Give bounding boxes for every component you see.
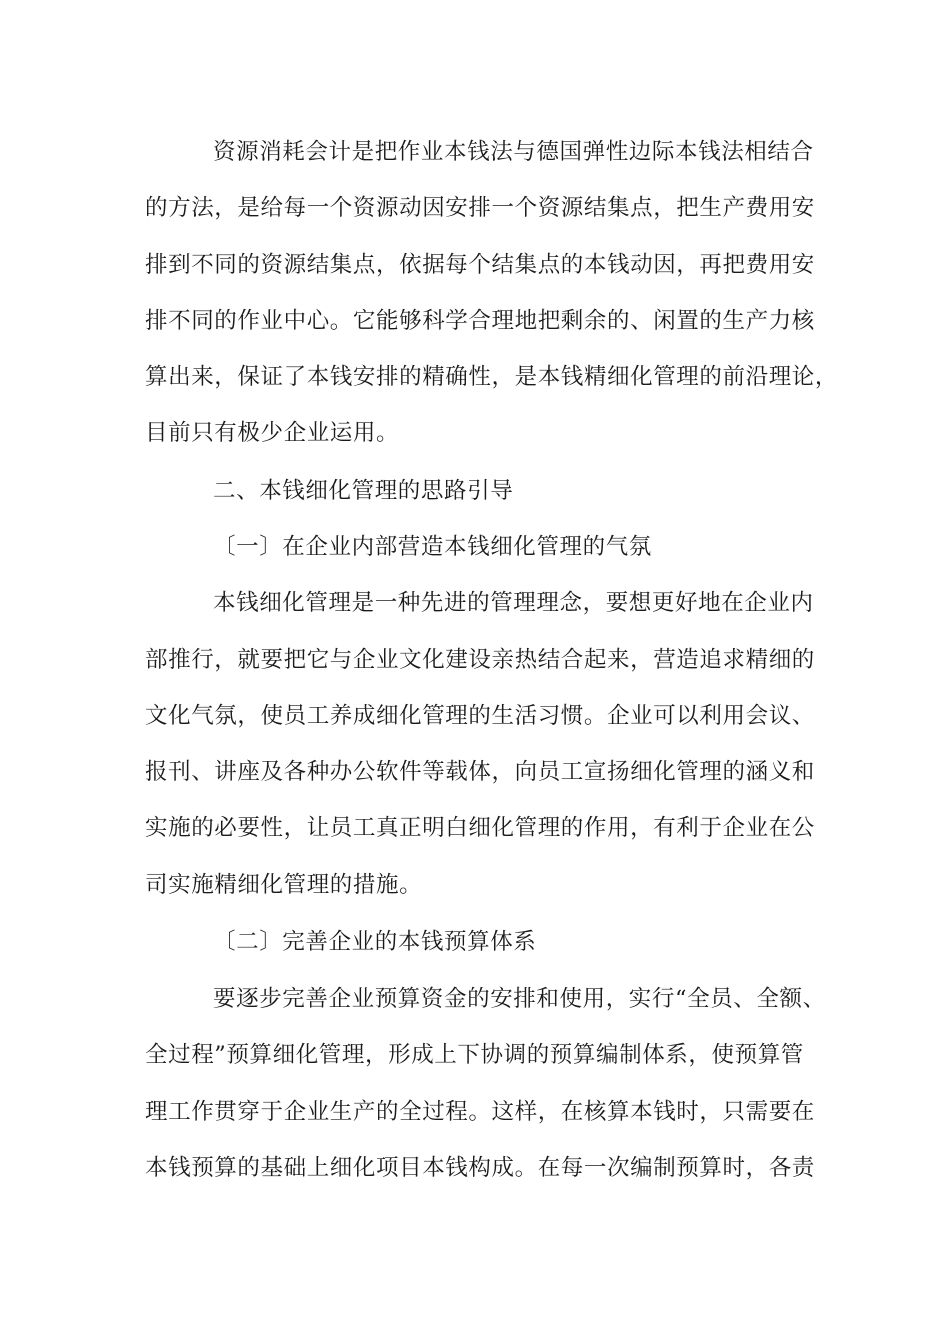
paragraph-line: 排不同的作业中心。它能够科学合理地把剩余的、闲置的生产力核 [145,308,815,334]
paragraph-line: 本钱细化管理是一种先进的管理理念，要想更好地在企业内 [213,590,814,616]
paragraph-line: 全过程”预算细化管理，形成上下协调的预算编制体系，使预算管 [145,1042,804,1068]
paragraph-line: 报刊、讲座及各种办公软件等载体，向员工宣扬细化管理的涵义和 [145,759,815,785]
paragraph-line: 部推行，就要把它与企业文化建设亲热结合起来，营造追求精细的 [145,647,815,673]
subsection-heading: 〔二〕完善企业的本钱预算体系 [213,929,537,955]
paragraph-line: 的方法，是给每一个资源动因安排一个资源结集点，把生产费用安 [145,195,815,221]
paragraph-line: 理工作贯穿于企业生产的全过程。这样，在核算本钱时，只需要在 [145,1099,815,1125]
paragraph-line: 要逐步完善企业预算资金的安排和使用，实行“全员、全额、 [213,986,826,1012]
paragraph-line: 算出来，保证了本钱安排的精确性，是本钱精细化管理的前沿理论， [145,364,839,390]
paragraph-line: 排到不同的资源结集点，依据每个结集点的本钱动因，再把费用安 [145,252,815,278]
paragraph-line: 资源消耗会计是把作业本钱法与德国弹性边际本钱法相结合 [213,139,814,165]
paragraph-line: 实施的必要性，让员工真正明白细化管理的作用，有利于企业在公 [145,815,815,841]
paragraph-line: 本钱预算的基础上细化项目本钱构成。在每一次编制预算时，各责 [145,1155,815,1181]
paragraph-line: 司实施精细化管理的措施。 [145,872,423,898]
paragraph-line: 目前只有极少企业运用。 [145,420,400,446]
subsection-heading: 〔一〕在企业内部营造本钱细化管理的气氛 [213,534,652,560]
section-heading: 二、本钱细化管理的思路引导 [213,478,514,504]
paragraph-line: 文化气氛，使员工养成细化管理的生活习惯。企业可以利用会议、 [145,703,815,729]
